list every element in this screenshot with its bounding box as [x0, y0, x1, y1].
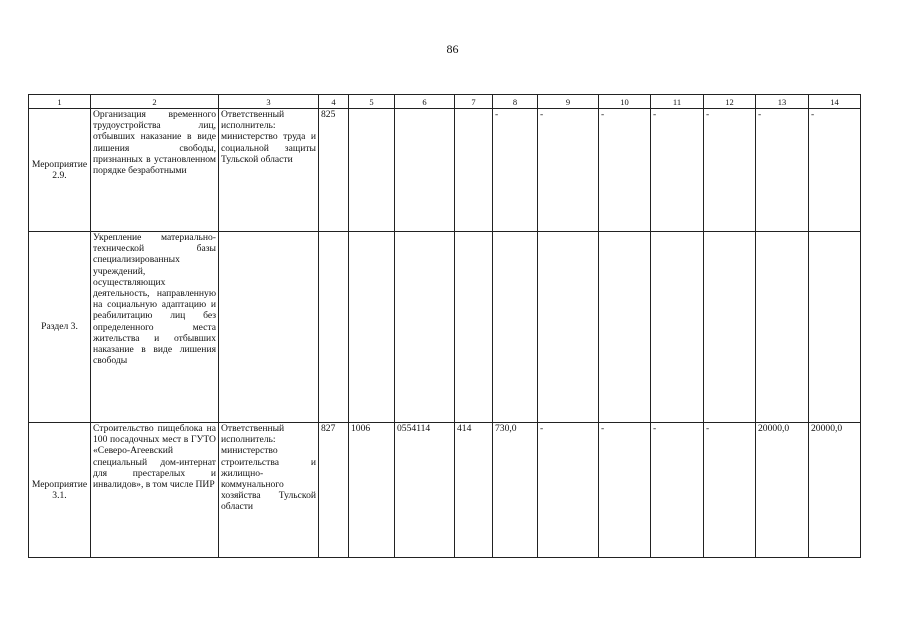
- row-description: Укрепление материально-технической базы специализированных учреждений, осуществляющих деятельность, направленную на социальную адаптацию и реабилитацию лиц без определенного места жительства и отбывших наказание в виде лишения свободы: [91, 232, 219, 423]
- column-header: 13: [756, 95, 809, 109]
- value-cell: [704, 232, 756, 423]
- value-cell: 20000,0: [756, 423, 809, 558]
- column-header: 3: [219, 95, 319, 109]
- row-description: Организация временного трудоустройства лиц, отбывших наказание в виде лишения свободы, признанных в установленном порядке безработными: [91, 109, 219, 232]
- row-responsible: Ответственный исполнитель: министерство труда и социальной защиты Тульской области: [219, 109, 319, 232]
- value-cell: 827: [319, 423, 349, 558]
- value-cell: -: [756, 109, 809, 232]
- column-header: 12: [704, 95, 756, 109]
- column-header: 1: [29, 95, 91, 109]
- row-label: Мероприятие 2.9.: [29, 109, 91, 232]
- value-cell: [538, 232, 599, 423]
- column-header: 11: [651, 95, 704, 109]
- value-cell: [809, 232, 861, 423]
- value-cell: [455, 109, 493, 232]
- budget-table: [28, 94, 861, 558]
- value-cell: 730,0: [493, 423, 538, 558]
- column-header: 14: [809, 95, 861, 109]
- page-number: 86: [446, 42, 459, 56]
- value-cell: -: [538, 109, 599, 232]
- value-cell: 825: [319, 109, 349, 232]
- row-responsible: Ответственный исполнитель: министерство строительства и жилищно-коммунального хозяйства Тульской области: [219, 423, 319, 558]
- column-header: 9: [538, 95, 599, 109]
- row-description: Строительство пищеблока на 100 посадочных мест в ГУТО «Северо-Агеевский специальный дом-интернат для престарелых и инвалидов», в том числе ПИР: [91, 423, 219, 558]
- value-cell: [319, 232, 349, 423]
- row-responsible: [219, 232, 319, 423]
- value-cell: [756, 232, 809, 423]
- value-cell: -: [651, 109, 704, 232]
- header-row: [29, 95, 861, 109]
- row-label: Раздел 3.: [29, 232, 91, 423]
- column-header: 7: [455, 95, 493, 109]
- value-cell: [349, 232, 395, 423]
- value-cell: -: [538, 423, 599, 558]
- value-cell: -: [809, 109, 861, 232]
- value-cell: -: [651, 423, 704, 558]
- value-cell: [395, 109, 455, 232]
- column-header: 5: [349, 95, 395, 109]
- column-header: 6: [395, 95, 455, 109]
- value-cell: [455, 232, 493, 423]
- value-cell: [599, 232, 651, 423]
- value-cell: 20000,0: [809, 423, 861, 558]
- table-row: [29, 232, 861, 423]
- value-cell: [651, 232, 704, 423]
- column-header: 4: [319, 95, 349, 109]
- value-cell: 1006: [349, 423, 395, 558]
- value-cell: -: [493, 109, 538, 232]
- table-row: [29, 109, 861, 232]
- value-cell: 414: [455, 423, 493, 558]
- value-cell: -: [599, 109, 651, 232]
- value-cell: 0554114: [395, 423, 455, 558]
- value-cell: -: [704, 423, 756, 558]
- column-header: 8: [493, 95, 538, 109]
- column-header: 2: [91, 95, 219, 109]
- value-cell: [395, 232, 455, 423]
- row-label: Мероприятие 3.1.: [29, 423, 91, 558]
- table-row: [29, 423, 861, 558]
- value-cell: -: [704, 109, 756, 232]
- column-header: 10: [599, 95, 651, 109]
- value-cell: [349, 109, 395, 232]
- value-cell: [493, 232, 538, 423]
- value-cell: -: [599, 423, 651, 558]
